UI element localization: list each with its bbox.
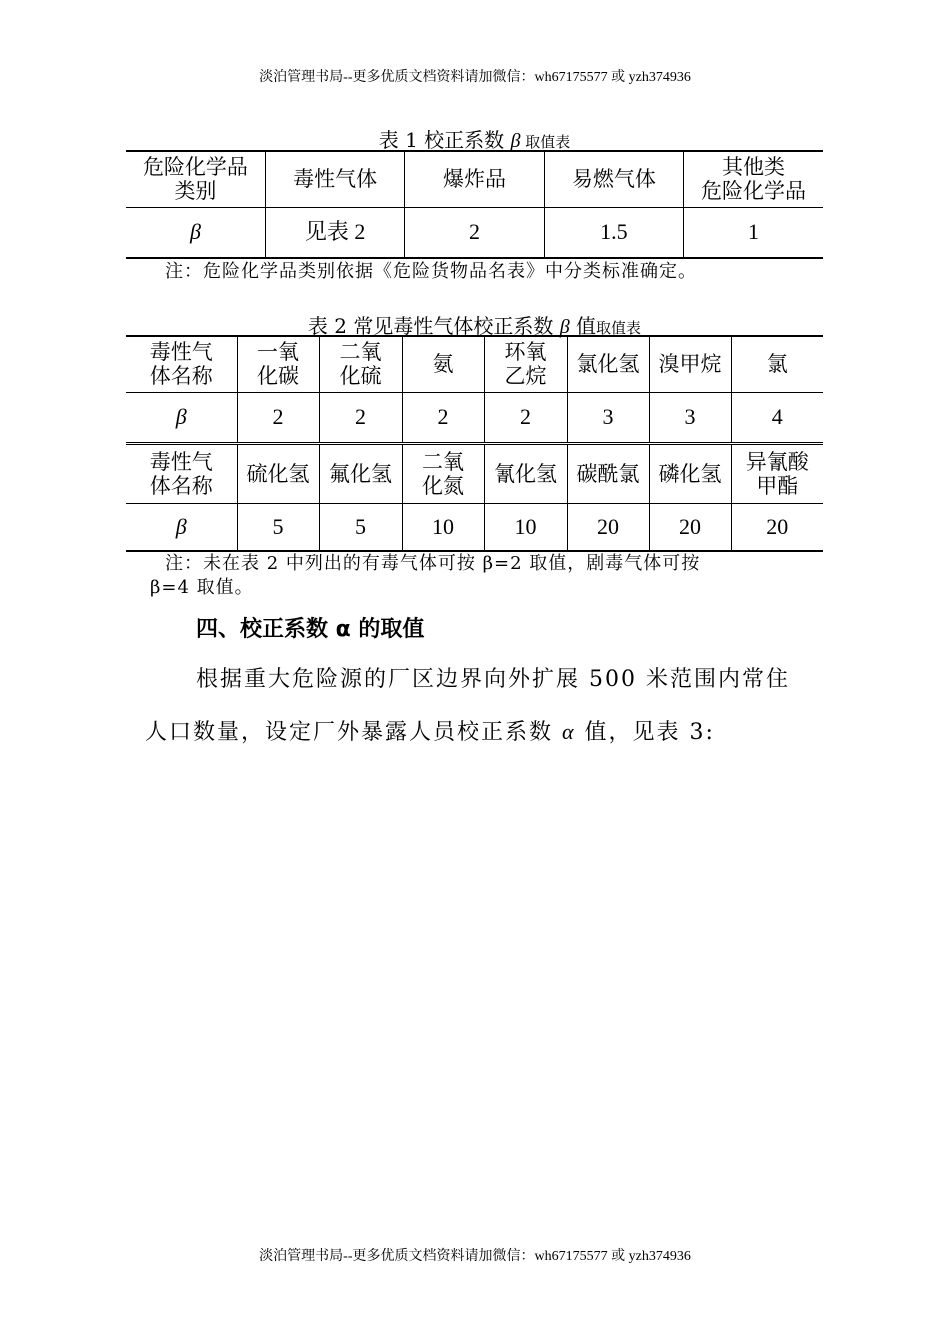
table1-header-cell: 易燃气体 xyxy=(544,151,683,207)
table1-header-cell: 毒性气体 xyxy=(265,151,404,207)
table2-value-cell: 3 xyxy=(649,392,731,443)
table2-note-line2: β=4 取值。 xyxy=(150,577,254,598)
table2-row-label: 毒性气 体名称 xyxy=(126,443,237,503)
table2-gas-name: 环氧 乙烷 xyxy=(484,336,567,392)
table1-note: 注：危险化学品类别依据《危险货物品名表》中分类标准确定。 xyxy=(165,261,697,282)
table1-caption xyxy=(126,124,823,153)
table1-header-row xyxy=(126,151,823,207)
table2-value-cell: 10 xyxy=(402,503,484,551)
table2-gas-name: 硫化氢 xyxy=(237,443,319,503)
table2-gas-name: 氨 xyxy=(402,336,484,392)
table1-value-cell: 2 xyxy=(405,207,544,258)
table2-name-row-1 xyxy=(126,336,823,392)
page-footer: 淡泊管理书局--更多优质文档资料请加微信：wh67175577 或 yzh374936 xyxy=(259,1249,691,1264)
table2-caption-prefix: 表 2 常见毒性气体校正系数 xyxy=(307,314,560,338)
table2-caption-beta: β xyxy=(559,316,570,338)
table1 xyxy=(126,150,823,259)
table2-gas-name: 二氧 化氮 xyxy=(402,443,484,503)
table2-note-line1: 注：未在表 2 中列出的有毒气体可按 β=2 取值，剧毒气体可按 xyxy=(165,553,701,574)
table2-caption-suffix: 取值表 xyxy=(596,319,642,337)
table1-header-cell: 其他类 危险化学品 xyxy=(684,151,823,207)
table2-row-label: 毒性气 体名称 xyxy=(126,336,237,392)
table2-gas-name: 碳酰氯 xyxy=(567,443,649,503)
table2-value-cell: 4 xyxy=(731,392,823,443)
alpha-symbol: α xyxy=(562,719,576,744)
table2-gas-name: 异氰酸 甲酯 xyxy=(731,443,823,503)
paragraph-line-2: 人口数量，设定厂外暴露人员校正系数 α 值，见表 3: xyxy=(145,719,715,745)
table2-value-row-2 xyxy=(126,503,823,551)
table2-row-label: β xyxy=(126,392,237,443)
table2-caption-mid: 值 xyxy=(569,314,597,338)
table1-value-row xyxy=(126,207,823,258)
table1-header-cell: 危险化学品 类别 xyxy=(126,151,265,207)
table1-caption-prefix: 表 1 校正系数 xyxy=(378,128,511,152)
table2-value-cell: 2 xyxy=(237,392,319,443)
table1-caption-beta: β xyxy=(510,130,521,152)
table2-value-row-1 xyxy=(126,392,823,443)
table2-gas-name: 磷化氢 xyxy=(649,443,731,503)
paragraph-line-1: 根据重大危险源的厂区边界向外扩展 500 米范围内常住 xyxy=(196,667,790,692)
table2-value-cell: 2 xyxy=(484,392,567,443)
table1-value-cell: 见表 2 xyxy=(265,207,404,258)
table2-value-cell: 20 xyxy=(567,503,649,551)
table2-gas-name: 二氧 化硫 xyxy=(319,336,402,392)
table2-row-label: β xyxy=(126,503,237,551)
table2-gas-name: 氰化氢 xyxy=(484,443,567,503)
table1-row-label: β xyxy=(126,207,265,258)
table2-value-cell: 20 xyxy=(731,503,823,551)
table2-value-cell: 20 xyxy=(649,503,731,551)
table2-value-cell: 10 xyxy=(484,503,567,551)
table2-gas-name: 一氧 化碳 xyxy=(237,336,319,392)
table2-gas-name: 溴甲烷 xyxy=(649,336,731,392)
table2-value-cell: 5 xyxy=(237,503,319,551)
table1-header-cell: 爆炸品 xyxy=(405,151,544,207)
page-header: 淡泊管理书局--更多优质文档资料请加微信：wh67175577 或 yzh374936 xyxy=(259,70,691,85)
section-heading: 四、校正系数 α 的取值 xyxy=(196,617,425,642)
table2-value-cell: 2 xyxy=(402,392,484,443)
table1-caption-suffix: 取值表 xyxy=(520,133,571,151)
table2-value-cell: 3 xyxy=(567,392,649,443)
table2-value-cell: 5 xyxy=(319,503,402,551)
table2 xyxy=(126,335,823,552)
table2-name-row-2 xyxy=(126,443,823,503)
table2-gas-name: 氯化氢 xyxy=(567,336,649,392)
table2-gas-name: 氯 xyxy=(731,336,823,392)
table2-value-cell: 2 xyxy=(319,392,402,443)
table2-gas-name: 氟化氢 xyxy=(319,443,402,503)
table1-value-cell: 1 xyxy=(684,207,823,258)
table1-value-cell: 1.5 xyxy=(544,207,683,258)
